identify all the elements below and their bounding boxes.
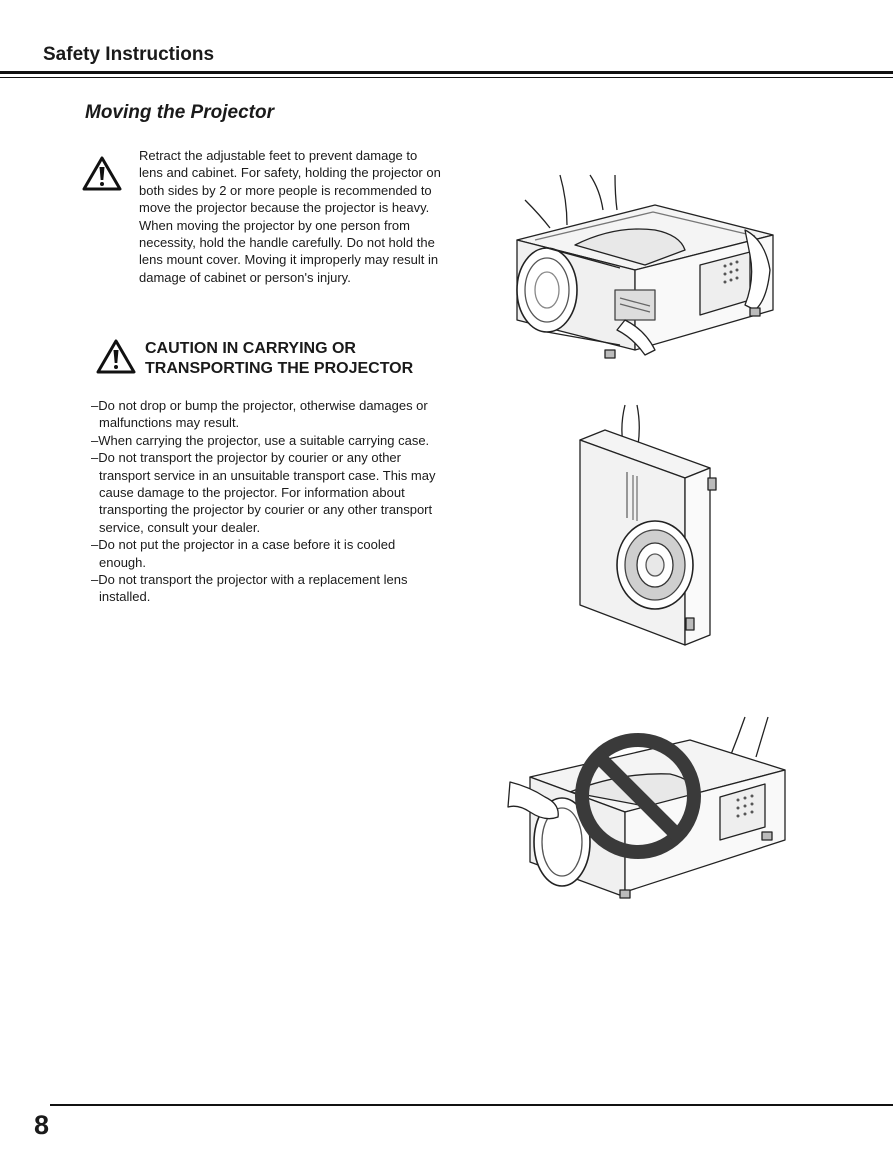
running-header: Safety Instructions [43, 44, 215, 65]
warning-triangle-icon [82, 156, 122, 192]
intro-paragraph: Retract the adjustable feet to prevent damage to lens and cabinet. For safety, holding the projector on both sides by 2 or more people is recommended to move the projector because the projector is heavy. When moving the projector by one person from necessity, hold the handle carefully. Do not hold the lens mount cover. Moving it improperly may result in damage of cabinet or person's injury. [139, 148, 441, 285]
list-item: –Do not transport the projector with a replacement lens installed. [91, 572, 408, 605]
footer-rule [50, 1104, 893, 1106]
section-title: Moving the Projector [85, 102, 274, 123]
projector-carried-by-handle-illustration [575, 400, 725, 660]
list-item: –Do not transport the projector by courier or any other transport service in an unsuitable transport case. This may cause damage to the projector. For information about transporting the projector by courier or any other transport service, consult your dealer. [91, 450, 436, 535]
list-item: –Do not put the projector in a case before it is cooled enough. [91, 537, 396, 570]
caution-heading-line: TRANSPORTING THE PROJECTOR [145, 360, 414, 377]
caution-list [91, 397, 441, 606]
caution-heading-line: CAUTION IN CARRYING OR [145, 340, 356, 357]
prohibited-holding-lens-illustration [500, 712, 790, 912]
caution-heading [145, 339, 413, 379]
header-rule-thin [0, 77, 893, 78]
projector-carried-by-two-people-illustration [505, 170, 785, 370]
warning-triangle-icon [96, 339, 136, 375]
header-rule [0, 71, 893, 74]
list-item: –When carrying the projector, use a suitable carrying case. [91, 432, 430, 448]
page-number: 8 [34, 1110, 50, 1140]
list-item: –Do not drop or bump the projector, otherwise damages or malfunctions may result. [91, 398, 428, 431]
